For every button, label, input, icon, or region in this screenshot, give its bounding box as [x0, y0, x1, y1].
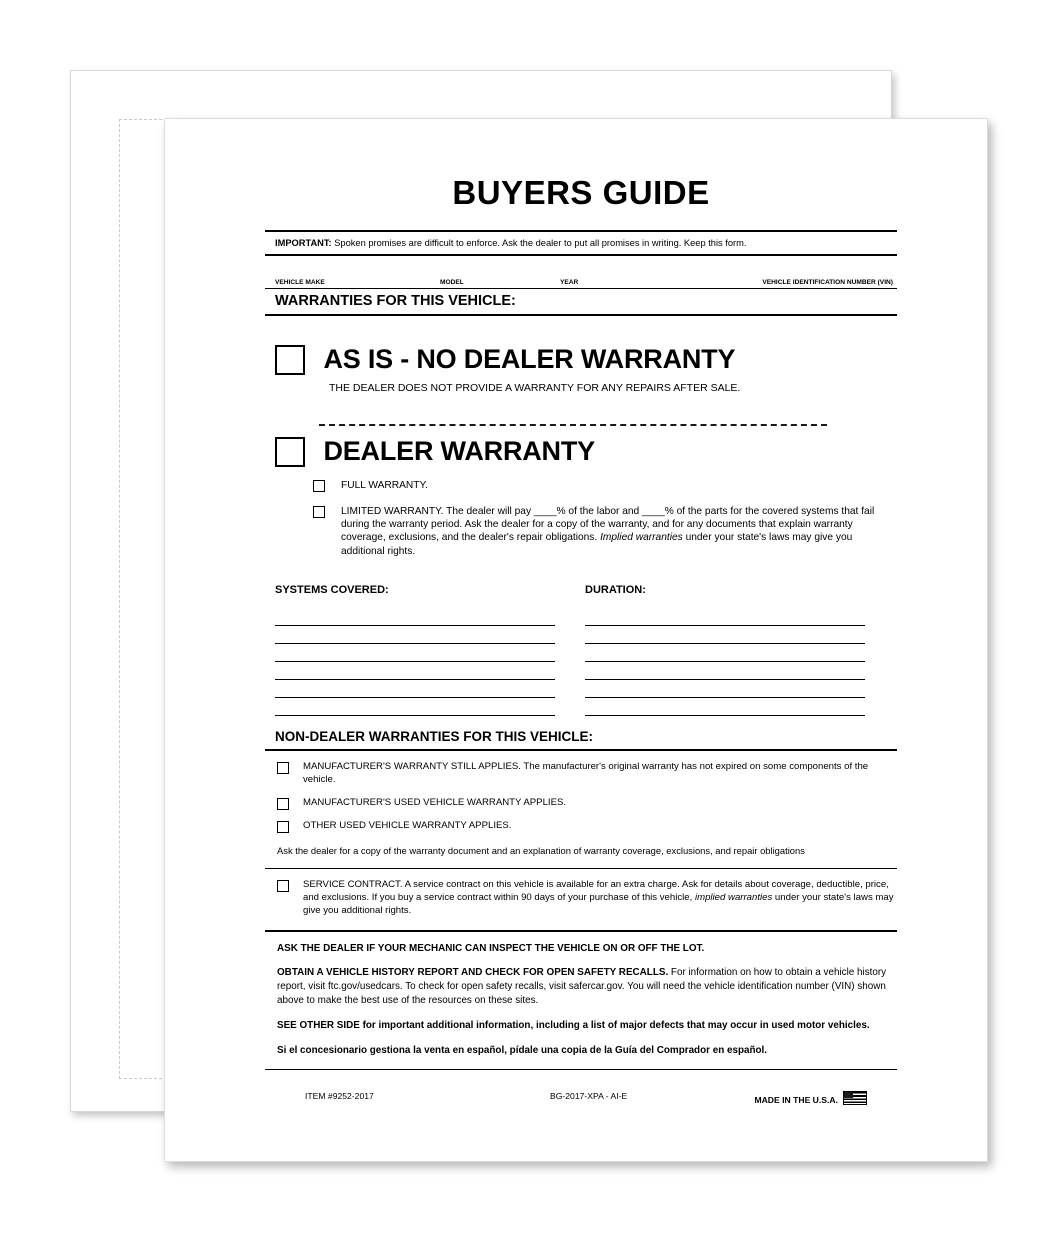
usa-flag-icon — [843, 1091, 867, 1105]
dealer-warranty-section — [265, 432, 897, 558]
duration-lines — [585, 608, 865, 716]
spanish-text: Si el concesionario gestiona la venta en español, pídale una copia de la Guía del Comprador en español. — [277, 1044, 768, 1056]
blank-line[interactable] — [275, 608, 555, 626]
spanish-line — [277, 1044, 887, 1058]
service-contract-item — [277, 879, 897, 918]
blank-line[interactable] — [275, 662, 555, 680]
divider-service-contract-top — [265, 868, 897, 869]
non-dealer-item-1 — [277, 761, 897, 787]
non-dealer-item-3-label: OTHER USED VEHICLE WARRANTY APPLIES. — [303, 820, 512, 832]
inspect-line — [277, 942, 887, 956]
made-in-usa-label: MADE IN THE U.S.A. — [754, 1094, 838, 1105]
vehicle-make-label: VEHICLE MAKE — [275, 279, 325, 287]
systems-covered-label: SYSTEMS COVERED: — [275, 584, 389, 597]
systems-covered-lines — [275, 608, 555, 716]
limited-warranty-tail: under your state's laws may give you additional rights. — [341, 532, 853, 557]
full-warranty-label: FULL WARRANTY. — [341, 480, 428, 492]
vehicle-vin-label: VEHICLE IDENTIFICATION NUMBER (VIN) — [762, 279, 893, 287]
non-dealer-heading: NON-DEALER WARRANTIES FOR THIS VEHICLE: — [275, 729, 594, 745]
other-side-text: for important additional information, including a list of major defects that may occur in used motor vehicles. — [359, 1020, 870, 1032]
inspect-text: ASK THE DEALER IF YOUR MECHANIC CAN INSPECT THE VEHICLE ON OR OFF THE LOT. — [277, 942, 705, 954]
dealer-warranty-title: DEALER WARRANTY — [323, 436, 595, 467]
blank-line[interactable] — [275, 680, 555, 698]
other-side-bold: SEE OTHER SIDE — [277, 1020, 360, 1032]
as-is-section — [265, 316, 897, 394]
non-dealer-note: Ask the dealer for a copy of the warranty document and an explanation of warranty coverage, exclusions, and repair obligations — [277, 845, 805, 857]
vehicle-model-label: MODEL — [440, 279, 464, 287]
page-title: BUYERS GUIDE — [452, 174, 710, 211]
blank-line[interactable] — [275, 644, 555, 662]
form-footer — [265, 1086, 897, 1111]
document-body — [265, 174, 897, 1111]
non-dealer-item-3 — [277, 820, 897, 833]
footer-form-code: BG-2017-XPA - AI-E — [550, 1090, 628, 1101]
service-contract-text: SERVICE CONTRACT. A service contract on this vehicle is available for an extra charge. Ask for details about coverage, deductible, price, and exclusions. If you buy a service contract within 90 days of your purchase of this vehicle, — [303, 878, 889, 903]
manufacturer-warranty-checkbox[interactable] — [277, 762, 289, 774]
blank-line[interactable] — [585, 662, 865, 680]
important-text: Spoken promises are difficult to enforce. Ask the dealer to put all promises in writing. Keep this form. — [334, 238, 747, 248]
as-is-title: AS IS - NO DEALER WARRANTY — [323, 344, 736, 375]
vehicle-year-label: YEAR — [560, 279, 579, 287]
footer-made-in-usa — [754, 1091, 867, 1105]
limited-warranty-row — [313, 505, 897, 559]
dashed-separator — [319, 424, 827, 426]
blank-line[interactable] — [275, 698, 555, 716]
as-is-subtitle: THE DEALER DOES NOT PROVIDE A WARRANTY FOR ANY REPAIRS AFTER SALE. — [329, 382, 741, 395]
history-text: For information on how to obtain a vehicle history report, visit ftc.gov/usedcars. To check for open safety recalls, visit safercar.gov. You will need the vehicle identification number (VIN) shown above to make the best use of the resources on these sites. — [277, 967, 887, 1007]
non-dealer-item-2 — [277, 797, 897, 810]
blank-line[interactable] — [275, 626, 555, 644]
coverage-headers — [265, 584, 897, 600]
divider-footer — [265, 1069, 897, 1070]
blank-line[interactable] — [585, 608, 865, 626]
important-label: IMPORTANT: — [275, 238, 332, 248]
dealer-warranty-checkbox[interactable] — [275, 437, 305, 467]
full-warranty-row — [313, 479, 897, 492]
duration-label: DURATION: — [585, 584, 646, 597]
history-line — [277, 966, 887, 1008]
final-instructions — [265, 932, 897, 1058]
full-warranty-checkbox[interactable] — [313, 480, 325, 492]
history-bold: OBTAIN A VEHICLE HISTORY REPORT AND CHECK FOR OPEN SAFETY RECALLS. — [277, 967, 669, 979]
blank-line[interactable] — [585, 626, 865, 644]
service-contract-italic: implied warranties — [694, 891, 773, 903]
service-contract-checkbox[interactable] — [277, 880, 289, 892]
service-contract-tail: under your state's laws may give you additional rights. — [303, 891, 894, 916]
non-dealer-item-1-label: MANUFACTURER'S WARRANTY STILL APPLIES. The manufacturer's original warranty has not expired on some components of the vehicle. — [303, 761, 869, 786]
blank-line[interactable] — [585, 698, 865, 716]
footer-item-number: ITEM #9252-2017 — [305, 1090, 374, 1101]
manufacturer-used-vehicle-warranty-checkbox[interactable] — [277, 798, 289, 810]
limited-warranty-italic: Implied warranties — [600, 532, 683, 544]
other-side-line — [277, 1019, 887, 1033]
vehicle-field-labels — [265, 256, 897, 288]
limited-warranty-text: LIMITED WARRANTY. The dealer will pay ____% of the labor and ____% of the parts for the covered systems that fail during the warranty period. Ask the dealer for a copy of the warranty, and for any documents that explain warranty coverage, exclusions, and the dealer's repair obligations. — [341, 505, 875, 544]
important-notice — [265, 232, 897, 254]
coverage-blank-lines — [265, 608, 897, 712]
limited-warranty-checkbox[interactable] — [313, 506, 325, 518]
non-dealer-item-2-label: MANUFACTURER'S USED VEHICLE WARRANTY APPLIES. — [303, 797, 567, 809]
buyers-guide-form-page — [164, 118, 988, 1162]
warranties-heading: WARRANTIES FOR THIS VEHICLE: — [275, 293, 516, 310]
divider-non-dealer — [265, 749, 897, 751]
other-used-vehicle-warranty-checkbox[interactable] — [277, 821, 289, 833]
blank-line[interactable] — [585, 644, 865, 662]
as-is-checkbox[interactable] — [275, 345, 305, 375]
blank-line[interactable] — [585, 680, 865, 698]
